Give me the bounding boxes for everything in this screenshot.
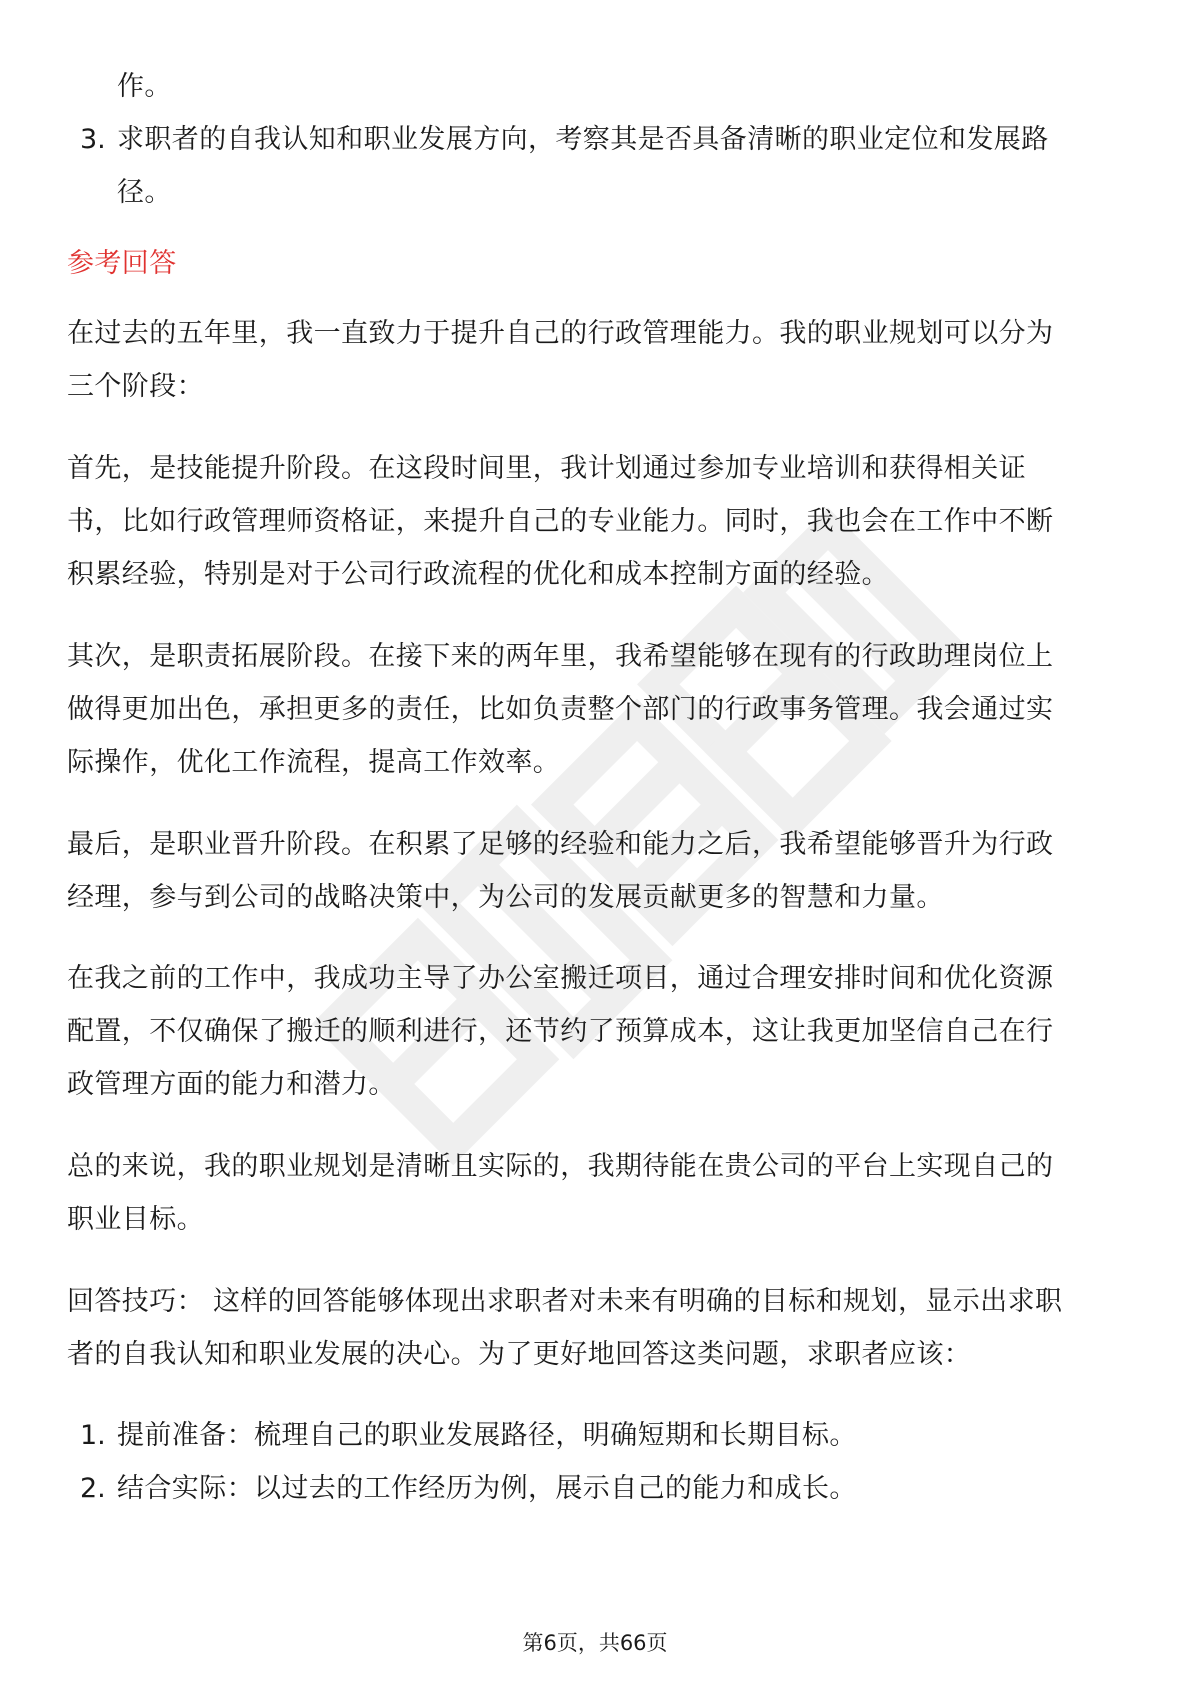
paragraph-line: 经理，参与到公司的战略决策中，为公司的发展贡献更多的智慧和力量。 bbox=[67, 882, 944, 913]
paragraph-line: 在我之前的工作中，我成功主导了办公室搬迁项目，通过合理安排时间和优化资源 bbox=[67, 963, 1054, 994]
paragraph-line: 配置，不仅确保了搬迁的顺利进行，还节约了预算成本，这让我更加坚信自己在行 bbox=[67, 1016, 1054, 1047]
list-item-number: 1. bbox=[80, 1420, 106, 1451]
paragraph-line: 首先，是技能提升阶段。在这段时间里，我计划通过参加专业培训和获得相关证 bbox=[67, 453, 1026, 484]
paragraph-line: 回答技巧： 这样的回答能够体现出求职者对未来有明确的目标和规划，显示出求职 bbox=[67, 1286, 1063, 1317]
paragraph-line: 积累经验，特别是对于公司行政流程的优化和成本控制方面的经验。 bbox=[67, 559, 889, 590]
section-heading: 参考回答 bbox=[67, 248, 177, 279]
paragraph-line: 做得更加出色，承担更多的责任，比如负责整个部门的行政事务管理。我会通过实 bbox=[67, 694, 1054, 725]
paragraph-line: 总的来说，我的职业规划是清晰且实际的，我期待能在贵公司的平台上实现自己的 bbox=[67, 1151, 1054, 1182]
paragraph-line: 在过去的五年里，我一直致力于提升自己的行政管理能力。我的职业规划可以分为 bbox=[67, 318, 1054, 349]
list-item-number: 3. bbox=[80, 124, 106, 155]
paragraph-line: 职业目标。 bbox=[67, 1204, 204, 1235]
paragraph-line: 书，比如行政管理师资格证，来提升自己的专业能力。同时，我也会在工作中不断 bbox=[67, 506, 1054, 537]
paragraph-line: 者的自我认知和职业发展的决心。为了更好地回答这类问题，求职者应该： bbox=[67, 1339, 972, 1370]
list-item-text: 提前准备：梳理自己的职业发展路径，明确短期和长期目标。 bbox=[117, 1420, 857, 1451]
page-number: 第6页，共66页 bbox=[522, 1631, 668, 1655]
paragraph-line: 际操作，优化工作流程，提高工作效率。 bbox=[67, 747, 561, 778]
list-item-text: 结合实际：以过去的工作经历为例，展示自己的能力和成长。 bbox=[117, 1473, 857, 1504]
continuation-text: 作。 bbox=[117, 71, 172, 102]
paragraph-line: 政管理方面的能力和潜力。 bbox=[67, 1069, 396, 1100]
paragraph-line: 最后，是职业晋升阶段。在积累了足够的经验和能力之后，我希望能够晋升为行政 bbox=[67, 829, 1054, 860]
list-item-text: 求职者的自我认知和职业发展方向，考察其是否具备清晰的职业定位和发展路 bbox=[117, 124, 1049, 155]
paragraph-line: 其次，是职责拓展阶段。在接下来的两年里，我希望能够在现有的行政助理岗位上 bbox=[67, 641, 1054, 672]
list-item-number: 2. bbox=[80, 1473, 106, 1504]
list-item-text: 径。 bbox=[117, 177, 172, 208]
paragraph-line: 三个阶段： bbox=[67, 371, 204, 402]
